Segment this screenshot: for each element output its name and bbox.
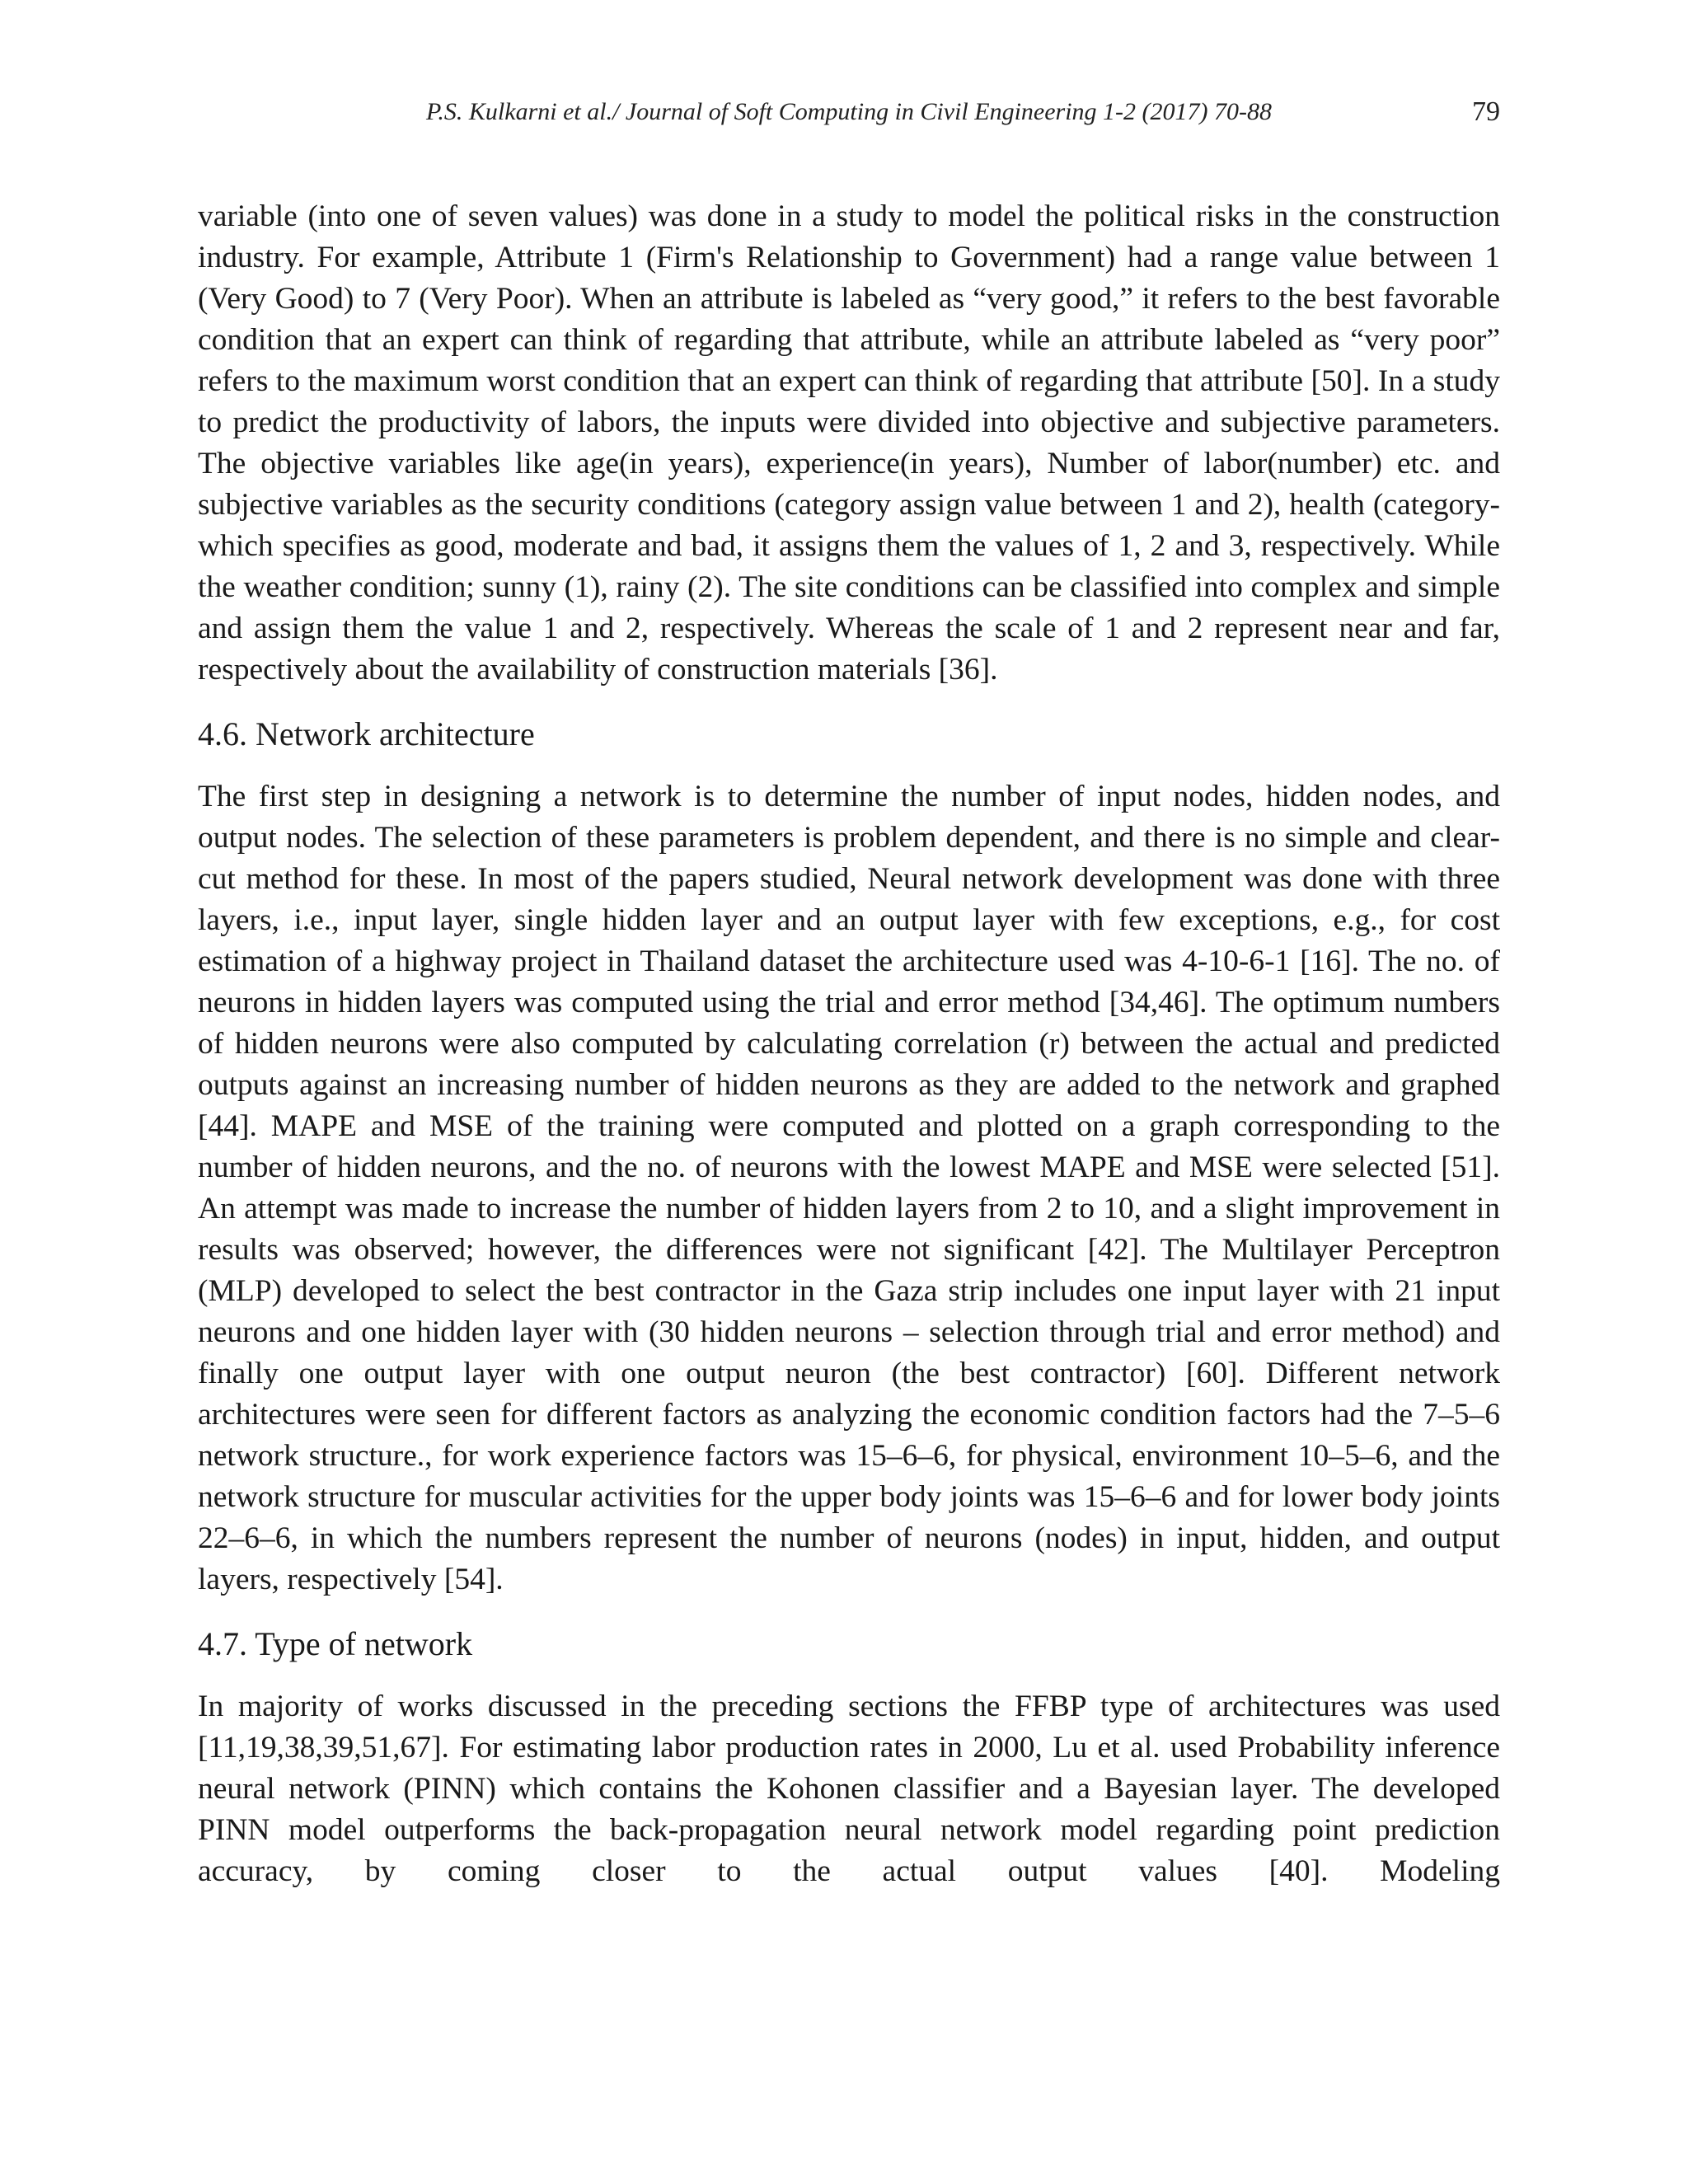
paragraph-type-of-network: In majority of works discussed in the preceding sections the FFBP type of architectures was used [11,19,38,39,51,67]. For estimating labor production rates in 2000, Lu et al. used Probability inference neural network (PINN) which contains the Kohonen classifier and a Bayesian layer. The developed PINN model outperforms the back-propagation neural network model regarding point prediction accuracy, by coming closer to the actual output values [40]. Modeling xyxy=(198,1690,1500,1888)
page-number: 79 xyxy=(1472,96,1500,127)
running-head: P.S. Kulkarni et al./ Journal of Soft Computing in Civil Engineering 1-2 (2017) 70-88 xyxy=(425,98,1273,125)
paragraph-network-architecture: The first step in designing a network is to determine the number of input nodes, hidden nodes, and output nodes. The selection of these parameters is problem dependent, and there is no simple and clear-cut method for these. In most of the papers studied, Neural network development was done with three layers, i.e., input layer, single hidden layer and an output layer with few exceptions, e.g., for cost estimation of a highway project in Thailand dataset the architecture used was 4-10-6-1 [16]. The no. of neurons in hidden layers was computed using the trial and error method [34,46]. The optimum numbers of hidden neurons were also computed by calculating correlation (r) between the actual and predicted outputs against an increasing number of hidden neurons as they are added to the network and graphed [44]. MAPE and MSE of the training were computed and plotted on a graph corresponding to the number of hidden neurons, and the no. of neurons with the lowest MAPE and MSE were selected [51]. An attempt was made to increase the number of hidden layers from 2 to 10, and a slight improvement in results was observed; however, the differences were not significant [42]. The Multilayer Perceptron (MLP) developed to select the best contractor in the Gaza strip includes one input layer with 21 input neurons and one hidden layer with (30 hidden neurons – selection through trial and error method) and finally one output layer with one output neuron (the best contractor) [60]. Different network architectures were seen for different factors as analyzing the economic condition factors had the 7–5–6 network structure., for work experience factors was 15–6–6, for physical, environment 10–5–6, and the network structure for muscular activities for the upper body joints was 15–6–6 and for lower body joints 22–6–6, in which the numbers represent the number of neurons (nodes) in input, hidden, and output layers, respectively [54]. xyxy=(198,780,1500,1596)
paragraph-political-risk-and-productivity: variable (into one of seven values) was done in a study to model the political risks in the construction industry. For example, Attribute 1 (Firm's Relationship to Government) had a range value between 1 (Very Good) to 7 (Very Poor). When an attribute is labeled as “very good,” it refers to the best favorable condition that an expert can think of regarding that attribute, while an attribute labeled as “very poor” refers to the maximum worst condition that an expert can think of regarding that attribute [50]. In a study to predict the productivity of labors, the inputs were divided into objective and subjective parameters. The objective variables like age(in years), experience(in years), Number of labor(number) etc. and subjective variables as the security conditions (category assign value between 1 and 2), health (category- which specifies as good, moderate and bad, it assigns them the values of 1, 2 and 3, respectively. While the weather condition; sunny (1), rainy (2). The site conditions can be classified into complex and simple and assign them the value 1 and 2, respectively. Whereas the scale of 1 and 2 represent near and far, respectively about the availability of construction materials [36]. xyxy=(198,199,1500,687)
page-body xyxy=(198,196,1500,1892)
section-heading-type-of-network: 4.7. Type of network xyxy=(198,1625,473,1662)
section-heading-network-architecture: 4.6. Network architecture xyxy=(198,715,535,752)
